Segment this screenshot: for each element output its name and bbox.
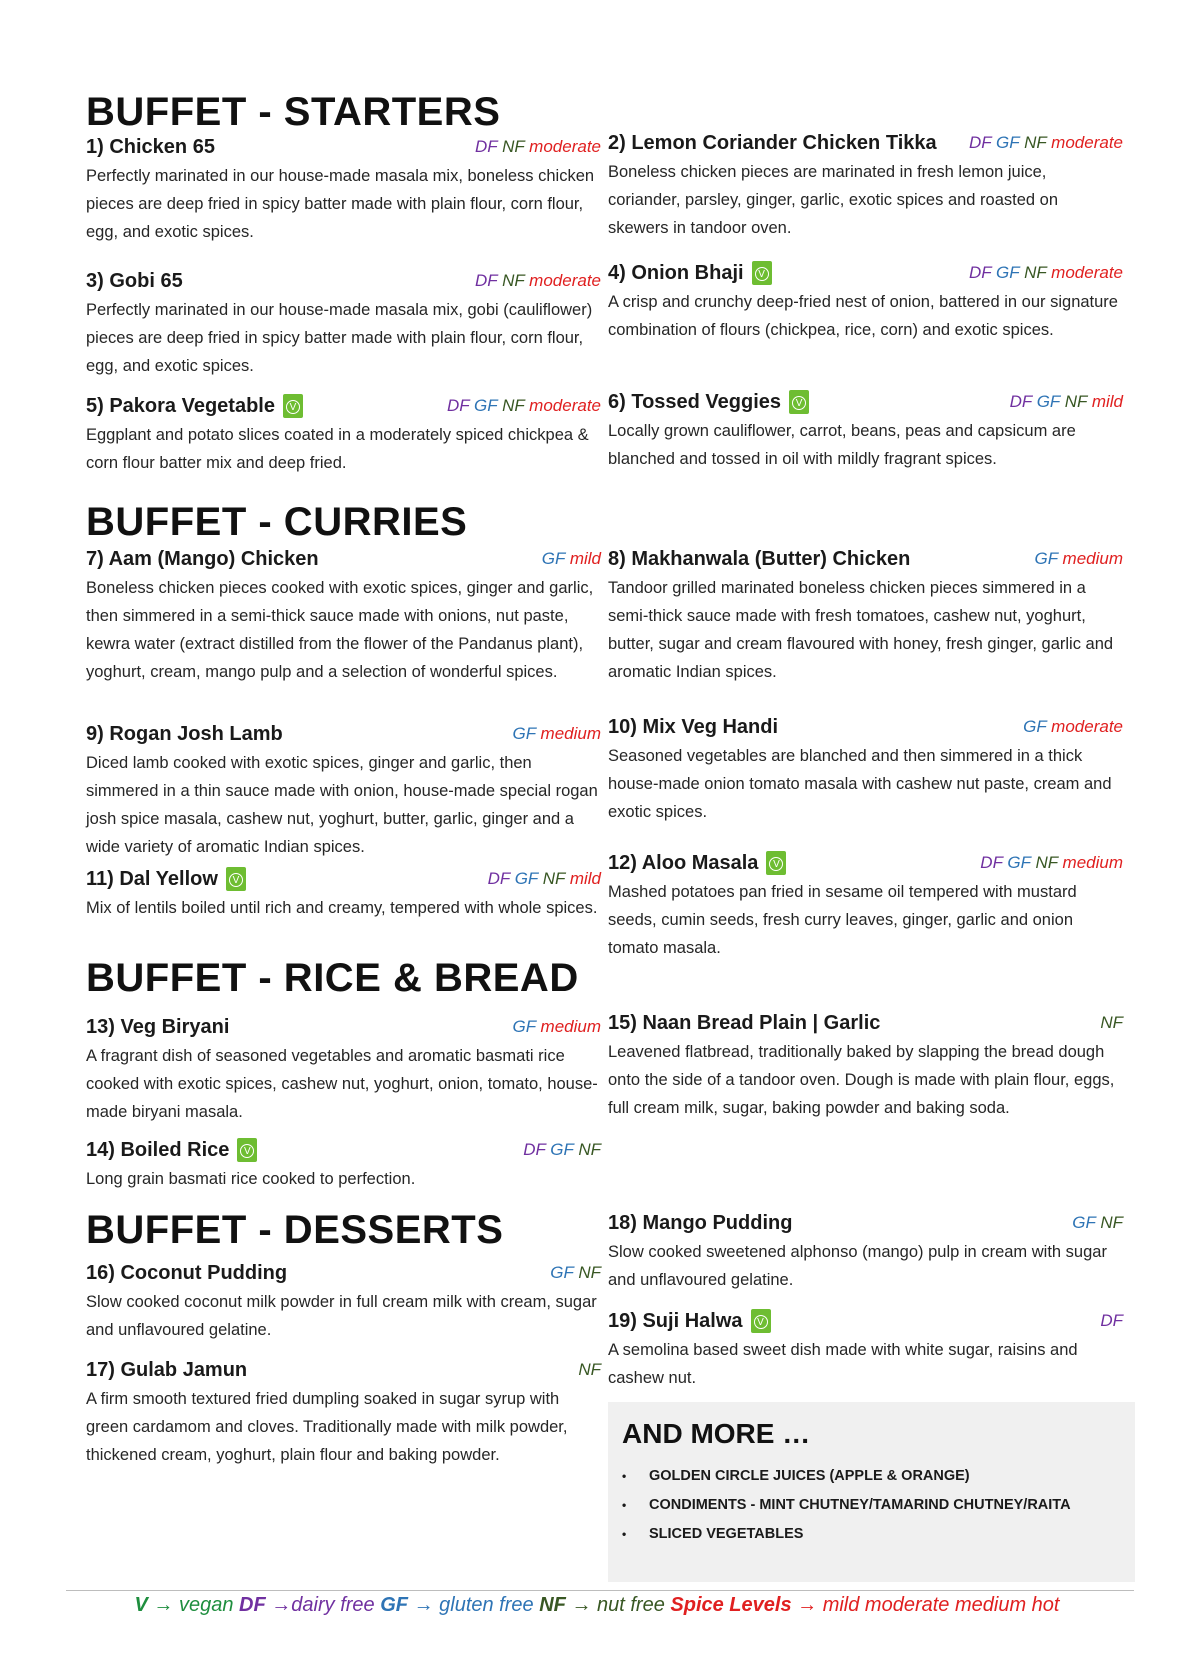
dietary-tags [1100, 1311, 1123, 1331]
menu-item-header [608, 546, 1123, 572]
tag-gf: GF [550, 1140, 574, 1159]
menu-item-12 [608, 850, 1123, 962]
menu-item-title: 2) Lemon Coriander Chicken Tikka [608, 131, 937, 154]
menu-item-8 [608, 546, 1123, 686]
menu-item-header [86, 1357, 601, 1383]
menu-item-header [608, 260, 1123, 286]
menu-item-title: 11) Dal Yellow [86, 867, 218, 890]
section-heading-rice-bread: BUFFET - RICE & BREAD [86, 956, 579, 1000]
and-more-panel [608, 1402, 1135, 1582]
tag-gf: GF [550, 1263, 574, 1282]
menu-item-description: Long grain basmati rice cooked to perfection. [86, 1170, 416, 1188]
tag-gf: GF [1023, 717, 1047, 736]
legend-divider [66, 1590, 1134, 1591]
dietary-tags [512, 1017, 601, 1037]
tag-nf: NF [502, 271, 525, 290]
vegan-icon: V [751, 1309, 771, 1333]
vegan-icon: V [752, 261, 772, 285]
menu-item-header [86, 268, 601, 294]
tag-gf: GF [996, 263, 1020, 282]
section-heading-starters: BUFFET - STARTERS [86, 90, 501, 134]
menu-item-description: Boneless chicken pieces are marinated in fresh lemon juice, coriander, parsley, ginger, garlic, exotic spices and roasted on skewers in tandoor oven. [608, 163, 1059, 237]
menu-item-title: 4) Onion Bhaji [608, 261, 744, 284]
menu-item-title: 17) Gulab Jamun [86, 1358, 248, 1381]
dietary-tags [1034, 549, 1123, 569]
tag-nf: NF [1100, 1013, 1123, 1032]
tag-nf: NF [1024, 263, 1047, 282]
menu-item-1 [86, 134, 601, 246]
menu-item-description: A semolina based sweet dish made with white sugar, raisins and cashew nut. [608, 1341, 1078, 1387]
tag-df: DF [487, 869, 510, 888]
tag-gf: GF [512, 724, 536, 743]
menu-item-5 [86, 393, 601, 477]
bullet-icon: • [622, 1527, 627, 1541]
tag-nf: NF [1064, 392, 1088, 411]
menu-item-16 [86, 1260, 601, 1344]
and-more-title: AND MORE … [622, 1418, 811, 1449]
menu-item-title: 16) Coconut Pudding [86, 1261, 288, 1284]
legend-spice-label: Spice Levels [670, 1594, 792, 1616]
menu-item-4 [608, 260, 1123, 344]
menu-item-header [86, 546, 601, 572]
tag-df: DF [980, 853, 1003, 872]
dietary-tags [980, 853, 1123, 873]
tag-nf: NF [578, 1263, 601, 1282]
arrow-right-icon: → [153, 1594, 174, 1616]
vegan-icon: V [283, 394, 303, 418]
dietary-tags [523, 1140, 601, 1160]
spice-level: moderate [1051, 133, 1123, 152]
tag-gf: GF [474, 396, 498, 415]
dietary-tags [475, 137, 601, 157]
menu-item-title: 9) Rogan Josh Lamb [86, 722, 283, 745]
legend-vegan-code: V [134, 1594, 148, 1616]
menu-item-6 [608, 389, 1123, 473]
tag-gf: GF [512, 1017, 536, 1036]
dietary-tags [542, 549, 601, 569]
tag-nf: NF [1024, 133, 1047, 152]
spice-level: mild [569, 549, 601, 568]
menu-item-header [608, 1210, 1123, 1236]
tag-df: DF [523, 1140, 546, 1159]
legend-df-text: dairy free [291, 1594, 375, 1616]
tag-df: DF [446, 396, 470, 415]
tag-nf: NF [578, 1360, 601, 1379]
dietary-tags [1072, 1213, 1123, 1233]
spice-level: medium [540, 1017, 601, 1036]
tag-gf: GF [514, 869, 538, 888]
dietary-tags [1023, 717, 1123, 737]
legend-vegan-text: vegan [178, 1594, 234, 1616]
legend-spice-text: mild moderate medium hot [822, 1594, 1060, 1616]
and-more-item: • CONDIMENTS - MINT CHUTNEY/TAMARIND CHUTNEY/RAITA [622, 1491, 1071, 1520]
dietary-tags [475, 271, 601, 291]
tag-nf: NF [1035, 853, 1058, 872]
menu-item-9 [86, 721, 601, 861]
arrow-right-icon: → [271, 1594, 292, 1616]
menu-item-7 [86, 546, 601, 686]
menu-item-title: 3) Gobi 65 [86, 269, 183, 292]
menu-item-description: Perfectly marinated in our house-made masala mix, gobi (cauliflower) pieces are deep fried in spicy batter made with plain flour, corn flour, egg, and exotic spices. [86, 301, 593, 375]
dietary-tags [969, 263, 1123, 283]
menu-item-description: Leavened flatbread, traditionally baked by slapping the bread dough onto the side of a tandoor oven. Dough is made with plain flour, eggs, full cream milk, sugar, baking powder and baking soda. [608, 1043, 1115, 1117]
section-heading-curries: BUFFET - CURRIES [86, 500, 468, 544]
menu-item-title: 19) Suji Halwa [608, 1309, 743, 1332]
arrow-right-icon: → [413, 1594, 434, 1616]
menu-item-header [86, 1014, 601, 1040]
spice-level: medium [1062, 549, 1123, 568]
menu-item-2 [608, 130, 1123, 242]
menu-item-title: 14) Boiled Rice [86, 1138, 230, 1161]
menu-item-title: 18) Mango Pudding [608, 1211, 793, 1234]
tag-gf: GF [1007, 853, 1031, 872]
menu-item-description: A firm smooth textured fried dumpling soaked in sugar syrup with green cardamom and cloves. Traditionally made with milk powder, thickened cream, yoghurt, plain flour and baking powder. [86, 1390, 568, 1464]
menu-item-19 [608, 1308, 1123, 1392]
tag-gf: GF [1036, 392, 1060, 411]
dietary-tags [447, 396, 601, 416]
spice-level: mild [1091, 392, 1123, 411]
tag-gf: GF [1034, 549, 1058, 568]
legend [0, 1594, 1194, 1617]
menu-item-header [608, 1308, 1123, 1334]
menu-item-header [86, 866, 601, 892]
menu-item-header [86, 721, 601, 747]
legend-df-code: DF [239, 1594, 266, 1616]
menu-item-header [86, 134, 601, 160]
tag-gf: GF [541, 549, 566, 568]
menu-item-title: 10) Mix Veg Handi [608, 715, 779, 738]
spice-level: moderate [1051, 263, 1123, 282]
arrow-right-icon: → [797, 1594, 818, 1616]
tag-gf: GF [1072, 1213, 1096, 1232]
bullet-icon: • [622, 1498, 627, 1512]
menu-item-title: 13) Veg Biryani [86, 1015, 230, 1038]
tag-gf: GF [996, 133, 1020, 152]
menu-item-description: Eggplant and potato slices coated in a moderately spiced chickpea & corn flour batter mix and deep fried. [86, 426, 589, 472]
menu-item-description: Perfectly marinated in our house-made masala mix, boneless chicken pieces are deep fried in spicy batter made with plain flour, corn flour, egg, and exotic spices. [86, 167, 595, 241]
tag-df: DF [968, 263, 992, 282]
menu-item-title: 7) Aam (Mango) Chicken [86, 547, 319, 570]
tag-nf: NF [578, 1140, 601, 1159]
tag-df: DF [474, 137, 498, 156]
and-more-list [622, 1462, 1071, 1549]
menu-item-description: A fragrant dish of seasoned vegetables and aromatic basmati rice cooked with exotic spices, cashew nut, yoghurt, onion, tomato, house-made biryani masala. [86, 1047, 598, 1121]
dietary-tags [1100, 1013, 1123, 1033]
menu-item-description: Slow cooked coconut milk powder in full cream milk with cream, sugar and unflavoured gelatine. [86, 1293, 597, 1339]
legend-gf-text: gluten free [439, 1594, 534, 1616]
menu-item-3 [86, 268, 601, 380]
spice-level: moderate [1051, 717, 1123, 736]
menu-item-header [86, 1137, 601, 1163]
dietary-tags [488, 869, 601, 889]
bullet-icon: • [622, 1469, 627, 1483]
menu-item-10 [608, 714, 1123, 826]
menu-item-title: 12) Aloo Masala [608, 851, 759, 874]
menu-item-11 [86, 866, 601, 922]
spice-level: moderate [529, 137, 601, 156]
menu-item-header [86, 393, 601, 419]
menu-item-description: Locally grown cauliflower, carrot, beans, peas and capsicum are blanched and tossed in oil with mildly fragrant spices. [608, 422, 1076, 468]
spice-level: mild [569, 869, 601, 888]
spice-level: medium [1062, 853, 1123, 872]
tag-df: DF [1100, 1311, 1123, 1330]
tag-nf: NF [542, 869, 566, 888]
menu-item-title: 15) Naan Bread Plain | Garlic [608, 1011, 881, 1034]
dietary-tags [969, 133, 1123, 153]
dietary-tags [550, 1263, 601, 1283]
menu-item-header [608, 1010, 1123, 1036]
menu-item-header [608, 850, 1123, 876]
menu-item-header [608, 130, 1123, 156]
tag-nf: NF [502, 396, 525, 415]
menu-item-description: Mix of lentils boiled until rich and creamy, tempered with whole spices. [86, 899, 598, 917]
spice-level: moderate [529, 396, 601, 415]
menu-item-description: Slow cooked sweetened alphonso (mango) pulp in cream with sugar and unflavoured gelatine. [608, 1243, 1107, 1289]
legend-gf-code: GF [380, 1594, 408, 1616]
menu-item-description: Boneless chicken pieces cooked with exotic spices, ginger and garlic, then simmered in a semi-thick sauce made with onions, nut paste, kewra water (extract distilled from the flower of the Pandanus plant), yoghurt, cream, mango pulp and a selection of wonderful spices. [86, 579, 594, 681]
tag-df: DF [474, 271, 498, 290]
and-more-item: • SLICED VEGETABLES [622, 1520, 1071, 1549]
tag-df: DF [1009, 392, 1032, 411]
arrow-right-icon: → [571, 1594, 592, 1616]
spice-level: moderate [529, 271, 601, 290]
menu-item-header [86, 1260, 601, 1286]
vegan-icon: V [237, 1138, 257, 1162]
vegan-icon: V [226, 867, 246, 891]
legend-nf-text: nut free [597, 1594, 665, 1616]
menu-item-description: Seasoned vegetables are blanched and then simmered in a thick house-made onion tomato masala with cashew nut paste, cream and exotic spices. [608, 747, 1112, 821]
menu-item-header [608, 714, 1123, 740]
dietary-tags [578, 1360, 601, 1380]
menu-item-title: 8) Makhanwala (Butter) Chicken [608, 547, 911, 570]
menu-item-title: 5) Pakora Vegetable [86, 394, 275, 417]
menu-item-17 [86, 1357, 601, 1469]
and-more-item: • GOLDEN CIRCLE JUICES (APPLE & ORANGE) [622, 1462, 1071, 1491]
vegan-icon: V [789, 390, 809, 414]
menu-item-18 [608, 1210, 1123, 1294]
dietary-tags [1010, 392, 1123, 412]
menu-item-15 [608, 1010, 1123, 1122]
tag-nf: NF [1100, 1213, 1123, 1232]
menu-item-header [608, 389, 1123, 415]
vegan-icon: V [766, 851, 786, 875]
menu-item-14 [86, 1137, 601, 1193]
menu-item-description: Tandoor grilled marinated boneless chicken pieces simmered in a semi-thick sauce made with fresh tomatoes, cashew nut, yoghurt, butter, sugar and cream flavoured with honey, fresh ginger, garlic and aromatic Indian spices. [608, 579, 1114, 681]
menu-item-description: Mashed potatoes pan fried in sesame oil tempered with mustard seeds, cumin seeds, fresh curry leaves, ginger, garlic and onion tomato masala. [608, 883, 1077, 957]
menu-item-title: 1) Chicken 65 [86, 135, 215, 158]
menu-item-title: 6) Tossed Veggies [608, 390, 782, 413]
section-heading-desserts: BUFFET - DESSERTS [86, 1208, 504, 1252]
menu-item-13 [86, 1014, 601, 1126]
spice-level: medium [540, 724, 601, 743]
menu-item-description: Diced lamb cooked with exotic spices, ginger and garlic, then simmered in a thin sauce made with onion, house-made special rogan josh spice masala, cashew nut, yoghurt, butter, garlic, ginger and a wide variety of aromatic Indian spices. [86, 754, 598, 856]
tag-df: DF [968, 133, 992, 152]
tag-nf: NF [502, 137, 525, 156]
dietary-tags [512, 724, 601, 744]
menu-item-description: A crisp and crunchy deep-fried nest of onion, battered in our signature combination of flours (chickpea, rice, corn) and exotic spices. [608, 293, 1118, 339]
legend-nf-code: NF [539, 1594, 566, 1616]
